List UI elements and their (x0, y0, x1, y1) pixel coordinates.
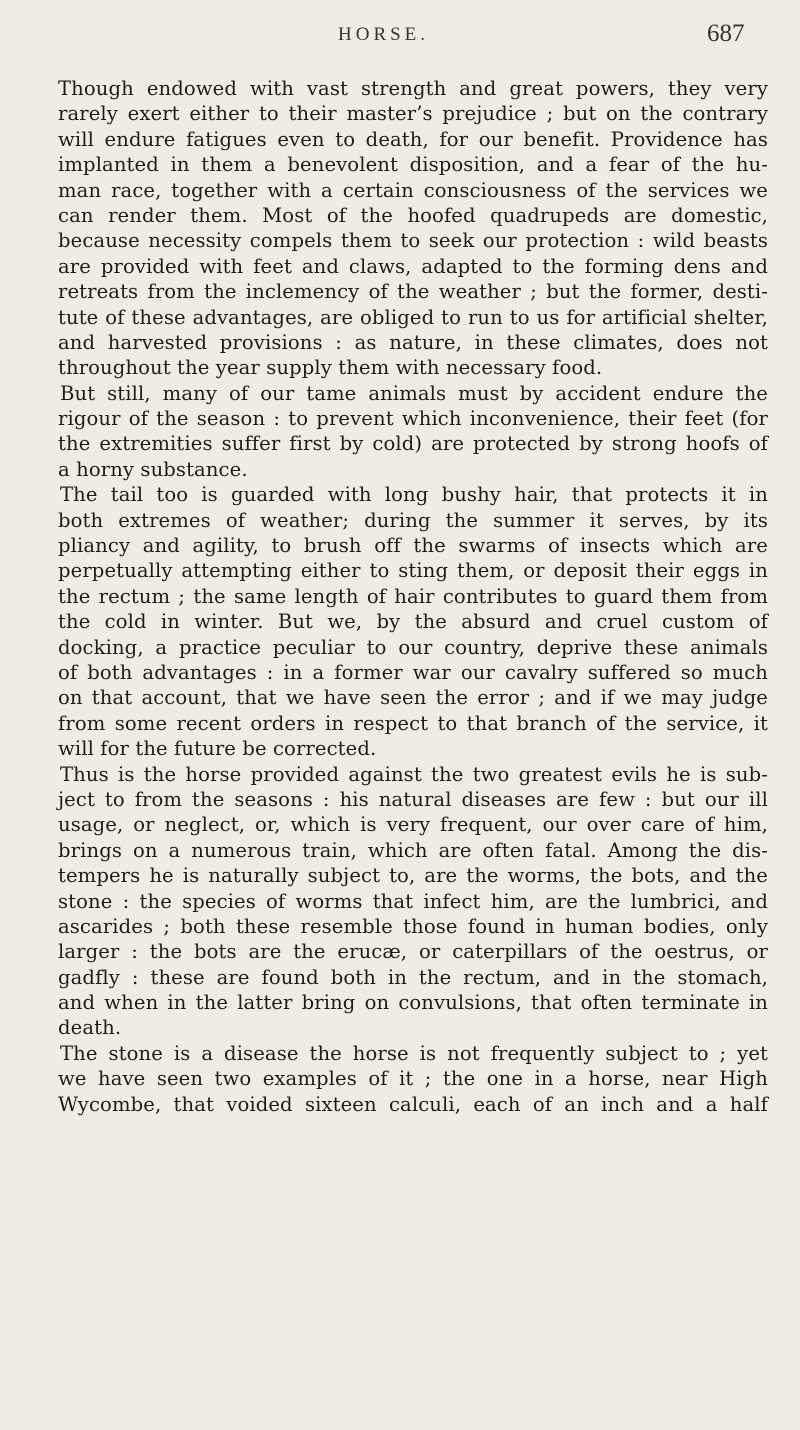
text-line: the cold in winter. But we, by the absurd and cruel custom of (58, 610, 768, 634)
body-text (58, 76, 768, 1117)
page-number: 687 (707, 20, 745, 47)
text-line: ject to from the seasons : his natural diseases are few : but our ill (58, 787, 768, 811)
text-line: usage, or neglect, or, which is very frequent, our over care of him, (58, 813, 768, 837)
text-line: on that account, that we have seen the error ; and if we may judge (58, 686, 768, 710)
text-line: a horny substance. (58, 457, 248, 481)
text-line: The tail too is guarded with long bushy hair, that protects it in (60, 483, 768, 507)
text-line: The stone is a disease the horse is not frequently subject to ; yet (60, 1041, 768, 1065)
text-line: larger : the bots are the erucæ, or caterpillars of the oestrus, or (58, 940, 768, 964)
text-line: rigour of the season : to prevent which inconvenience, their feet (for (58, 407, 768, 431)
text-line: we have seen two examples of it ; the one in a horse, near High (58, 1067, 768, 1091)
text-line: tute of these advantages, are obliged to run to us for artificial shelter, (58, 305, 768, 329)
text-line: tempers he is naturally subject to, are the worms, the bots, and the (58, 864, 768, 888)
text-line: rarely exert either to their master’s prejudice ; but on the contrary (58, 102, 768, 126)
text-line: ascarides ; both these resemble those found in human bodies, only (58, 914, 768, 938)
text-line: are provided with feet and claws, adapted to the forming dens and (58, 254, 768, 278)
text-line: because necessity compels them to seek our protection : wild beasts (58, 229, 768, 253)
text-line: of both advantages : in a former war our cavalry suffered so much (58, 660, 768, 684)
text-line: will for the future be corrected. (58, 737, 377, 761)
text-line: will endure fatigues even to death, for our benefit. Providence has (58, 127, 768, 151)
text-line: stone : the species of worms that infect him, are the lumbrici, and (58, 889, 768, 913)
text-line: man race, together with a certain consciousness of the services we (58, 178, 768, 202)
text-line: But still, many of our tame animals must by accident endure the (60, 381, 768, 405)
text-line: pliancy and agility, to brush off the swarms of insects which are (58, 534, 768, 558)
text-line: implanted in them a benevolent disposition, and a fear of the hu- (58, 153, 768, 177)
text-line: the extremities suffer first by cold) are protected by strong hoofs of (58, 432, 768, 456)
text-line: and harvested provisions : as nature, in these climates, does not (58, 330, 768, 354)
text-line: brings on a numerous train, which are often fatal. Among the dis- (58, 838, 768, 862)
text-line: perpetually attempting either to sting them, or deposit their eggs in (58, 559, 768, 583)
text-line: throughout the year supply them with necessary food. (58, 356, 603, 380)
text-line: Thus is the horse provided against the two greatest evils he is sub- (60, 762, 768, 786)
text-line: Though endowed with vast strength and great powers, they very (58, 77, 768, 100)
running-title: HORSE. (338, 24, 430, 45)
text-line: from some recent orders in respect to that branch of the service, it (58, 711, 768, 735)
text-line: docking, a practice peculiar to our country, deprive these animals (58, 635, 768, 659)
text-line: and when in the latter bring on convulsions, that often terminate in (58, 991, 768, 1015)
running-head (0, 20, 800, 60)
text-line: both extremes of weather; during the summer it serves, by its (58, 508, 768, 532)
text-line: Wycombe, that voided sixteen calculi, each of an inch and a half (58, 1092, 768, 1116)
text-line: the rectum ; the same length of hair contributes to guard them from (58, 584, 768, 608)
text-line: death. (58, 1016, 122, 1040)
text-line: gadfly : these are found both in the rectum, and in the stomach, (58, 965, 768, 989)
text-line: retreats from the inclemency of the weather ; but the former, desti- (58, 280, 768, 304)
text-line: can render them. Most of the hoofed quadrupeds are domestic, (58, 203, 768, 227)
